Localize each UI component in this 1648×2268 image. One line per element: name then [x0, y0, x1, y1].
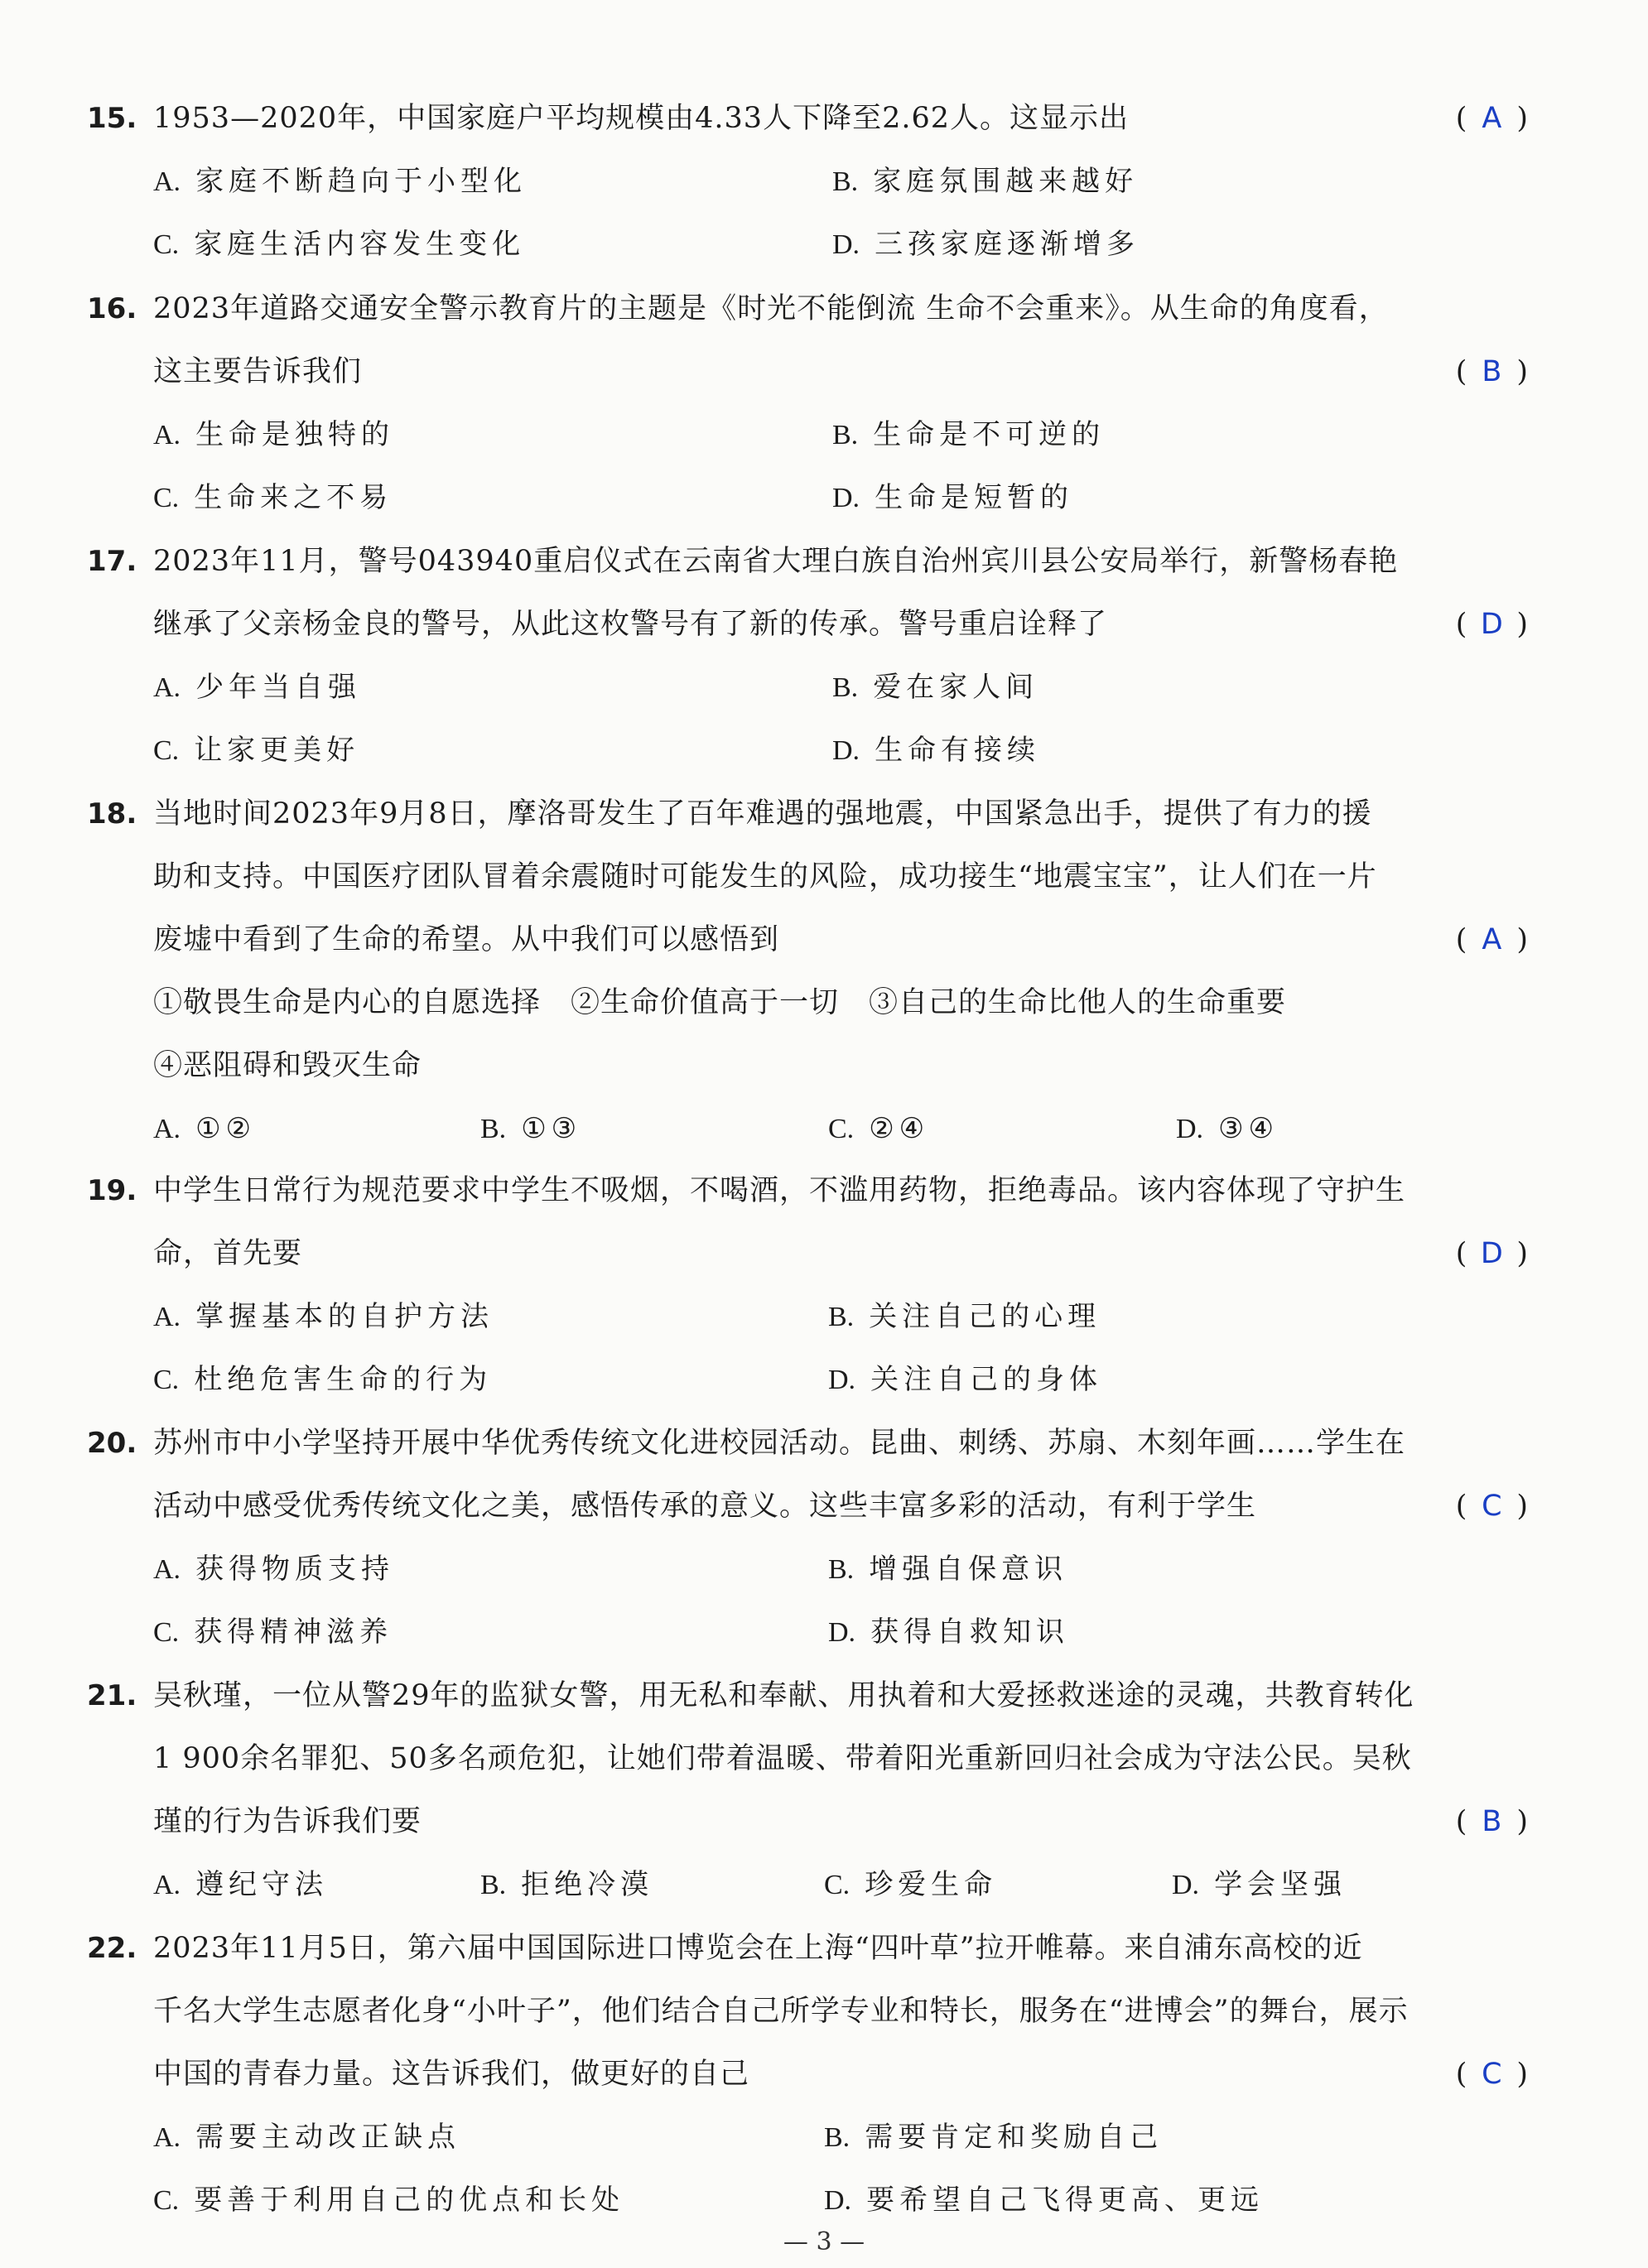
option-b: B. 关注自己的心理 — [828, 1300, 1101, 1333]
stem-line: 继承了父亲杨金良的警号，从此这枚警号有了新的传承。警号重启诠释了 — [153, 608, 1108, 641]
option-a: A. 掌握基本的自护方法 — [153, 1300, 494, 1333]
option-b: B. 家庭氛围越来越好 — [832, 165, 1139, 198]
question-stem — [153, 530, 1528, 656]
option-b: B. 拒绝冷漠 — [480, 1868, 654, 1901]
answer-bracket: ( C ) — [1456, 2043, 1528, 2106]
question-number: 17. — [87, 545, 137, 578]
stem-line: ④恶阻碍和毁灭生命 — [153, 1049, 422, 1082]
stem-line: 活动中感受优秀传统文化之美，感悟传承的意义。这些丰富多彩的活动，有利于学生 — [153, 1490, 1257, 1523]
answer-letter: D — [1480, 608, 1503, 641]
answer-bracket: ( C ) — [1456, 1475, 1528, 1538]
question-number: 18. — [87, 797, 137, 831]
option-c: C. 让家更美好 — [153, 734, 360, 767]
option-a: A. 生命是独特的 — [153, 418, 395, 451]
stem-line: 命，首先要 — [153, 1237, 303, 1270]
option-c: C. 家庭生活内容发生变化 — [153, 228, 526, 261]
option-d: D. 要希望自己飞得更高、更远 — [824, 2184, 1265, 2217]
option-c: C. 要善于利用自己的优点和长处 — [153, 2184, 625, 2217]
answer-bracket: ( A ) — [1456, 87, 1528, 150]
option-d: D. 关注自己的身体 — [828, 1363, 1103, 1396]
answer-bracket: ( A ) — [1456, 908, 1528, 971]
option-a: A. 遵纪守法 — [153, 1868, 329, 1901]
answer-letter: C — [1482, 2058, 1502, 2091]
option-d: D. 生命有接续 — [832, 734, 1041, 767]
option-d: D. 三孩家庭逐渐增多 — [832, 228, 1140, 261]
question-number: 22. — [87, 1932, 137, 1965]
stem-line: 苏州市中小学坚持开展中华优秀传统文化进校园活动。昆曲、刺绣、苏扇、木刻年画……学生在 — [153, 1427, 1406, 1460]
question-number: 16. — [87, 292, 137, 325]
stem-line: 2023年道路交通安全警示教育片的主题是《时光不能倒流 生命不会重来》。从生命的角度看， — [153, 292, 1389, 325]
stem-line: 废墟中看到了生命的希望。从中我们可以感悟到 — [153, 923, 780, 956]
stem-line: 中国的青春力量。这告诉我们，做更好的自己 — [153, 2058, 750, 2091]
option-c: C. 珍爱生命 — [824, 1868, 998, 1901]
stem-line: ①敬畏生命是内心的自愿选择 ②生命价值高于一切 ③自己的生命比他人的生命重要 — [153, 986, 1287, 1019]
question-stem — [153, 1664, 1528, 1853]
option-a: A. ①② — [153, 1112, 257, 1145]
question-stem — [153, 277, 1528, 403]
answer-letter: C — [1482, 1490, 1502, 1523]
question-number: 15. — [87, 102, 137, 135]
answer-bracket: ( D ) — [1456, 1222, 1528, 1285]
stem-line: 瑾的行为告诉我们要 — [153, 1805, 422, 1838]
option-d: D. 学会坚强 — [1172, 1868, 1347, 1901]
option-b: B. 增强自保意识 — [828, 1553, 1068, 1586]
question-stem — [153, 1412, 1528, 1538]
stem-line: 中学生日常行为规范要求中学生不吸烟，不喝酒，不滥用药物，拒绝毒品。该内容体现了守护生 — [153, 1174, 1406, 1207]
question-number: 21. — [87, 1679, 137, 1712]
option-c: C. 生命来之不易 — [153, 481, 393, 514]
stem-line: 这主要告诉我们 — [153, 355, 363, 388]
option-b: B. ①③ — [480, 1112, 582, 1145]
option-a: A. 获得物质支持 — [153, 1553, 395, 1586]
answer-letter: A — [1482, 923, 1502, 956]
option-c: C. 获得精神滋养 — [153, 1616, 393, 1649]
option-d: D. 生命是短暂的 — [832, 481, 1074, 514]
question-number: 19. — [87, 1174, 137, 1207]
stem-line: 2023年11月5日，第六届中国国际进口博览会在上海“四叶草”拉开帷幕。来自浦东高校的近 — [153, 1932, 1363, 1965]
stem-line: 当地时间2023年9月8日，摩洛哥发生了百年难遇的强地震，中国紧急出手，提供了有力的援 — [153, 797, 1372, 831]
option-a: A. 少年当自强 — [153, 671, 362, 704]
option-d: D. 获得自救知识 — [828, 1616, 1070, 1649]
page-number: — 3 — — [783, 2227, 865, 2256]
answer-letter: D — [1480, 1237, 1503, 1270]
answer-bracket: ( B ) — [1456, 1790, 1528, 1853]
option-b: B. 爱在家人间 — [832, 671, 1039, 704]
option-d: D. ③④ — [1176, 1112, 1279, 1145]
option-c: C. 杜绝危害生命的行为 — [153, 1363, 493, 1396]
answer-letter: A — [1482, 102, 1502, 135]
stem-line: 助和支持。中国医疗团队冒着余震随时可能发生的风险，成功接生“地震宝宝”，让人们在一片 — [153, 860, 1377, 893]
question-stem — [153, 87, 1528, 150]
stem-line: 1953—2020年，中国家庭户平均规模由4.33人下降至2.62人。这显示出 — [153, 102, 1130, 135]
answer-letter: B — [1482, 355, 1502, 388]
stem-line: 吴秋瑾，一位从警29年的监狱女警，用无私和奉献、用执着和大爱拯救迷途的灵魂，共教育转化 — [153, 1679, 1414, 1712]
question-number: 20. — [87, 1427, 137, 1460]
question-stem — [153, 1917, 1528, 2106]
stem-line: 1 900余名罪犯、50多名顽危犯，让她们带着温暖、带着阳光重新回归社会成为守法公民。吴秋 — [153, 1742, 1412, 1775]
question-stem — [153, 782, 1528, 1097]
question-stem — [153, 1159, 1528, 1285]
answer-letter: B — [1482, 1805, 1502, 1838]
option-c: C. ②④ — [828, 1112, 930, 1145]
option-b: B. 需要肯定和奖励自己 — [824, 2121, 1164, 2154]
option-a: A. 家庭不断趋向于小型化 — [153, 165, 528, 198]
answer-bracket: ( D ) — [1456, 593, 1528, 656]
answer-bracket: ( B ) — [1456, 340, 1528, 403]
stem-line: 千名大学生志愿者化身“小叶子”，他们结合自己所学专业和特长，服务在“进博会”的舞台，展示 — [153, 1995, 1409, 2028]
option-a: A. 需要主动改正缺点 — [153, 2121, 461, 2154]
stem-line: 2023年11月，警号043940重启仪式在云南省大理白族自治州宾川县公安局举行，新警杨春艳 — [153, 545, 1399, 578]
option-b: B. 生命是不可逆的 — [832, 418, 1106, 451]
